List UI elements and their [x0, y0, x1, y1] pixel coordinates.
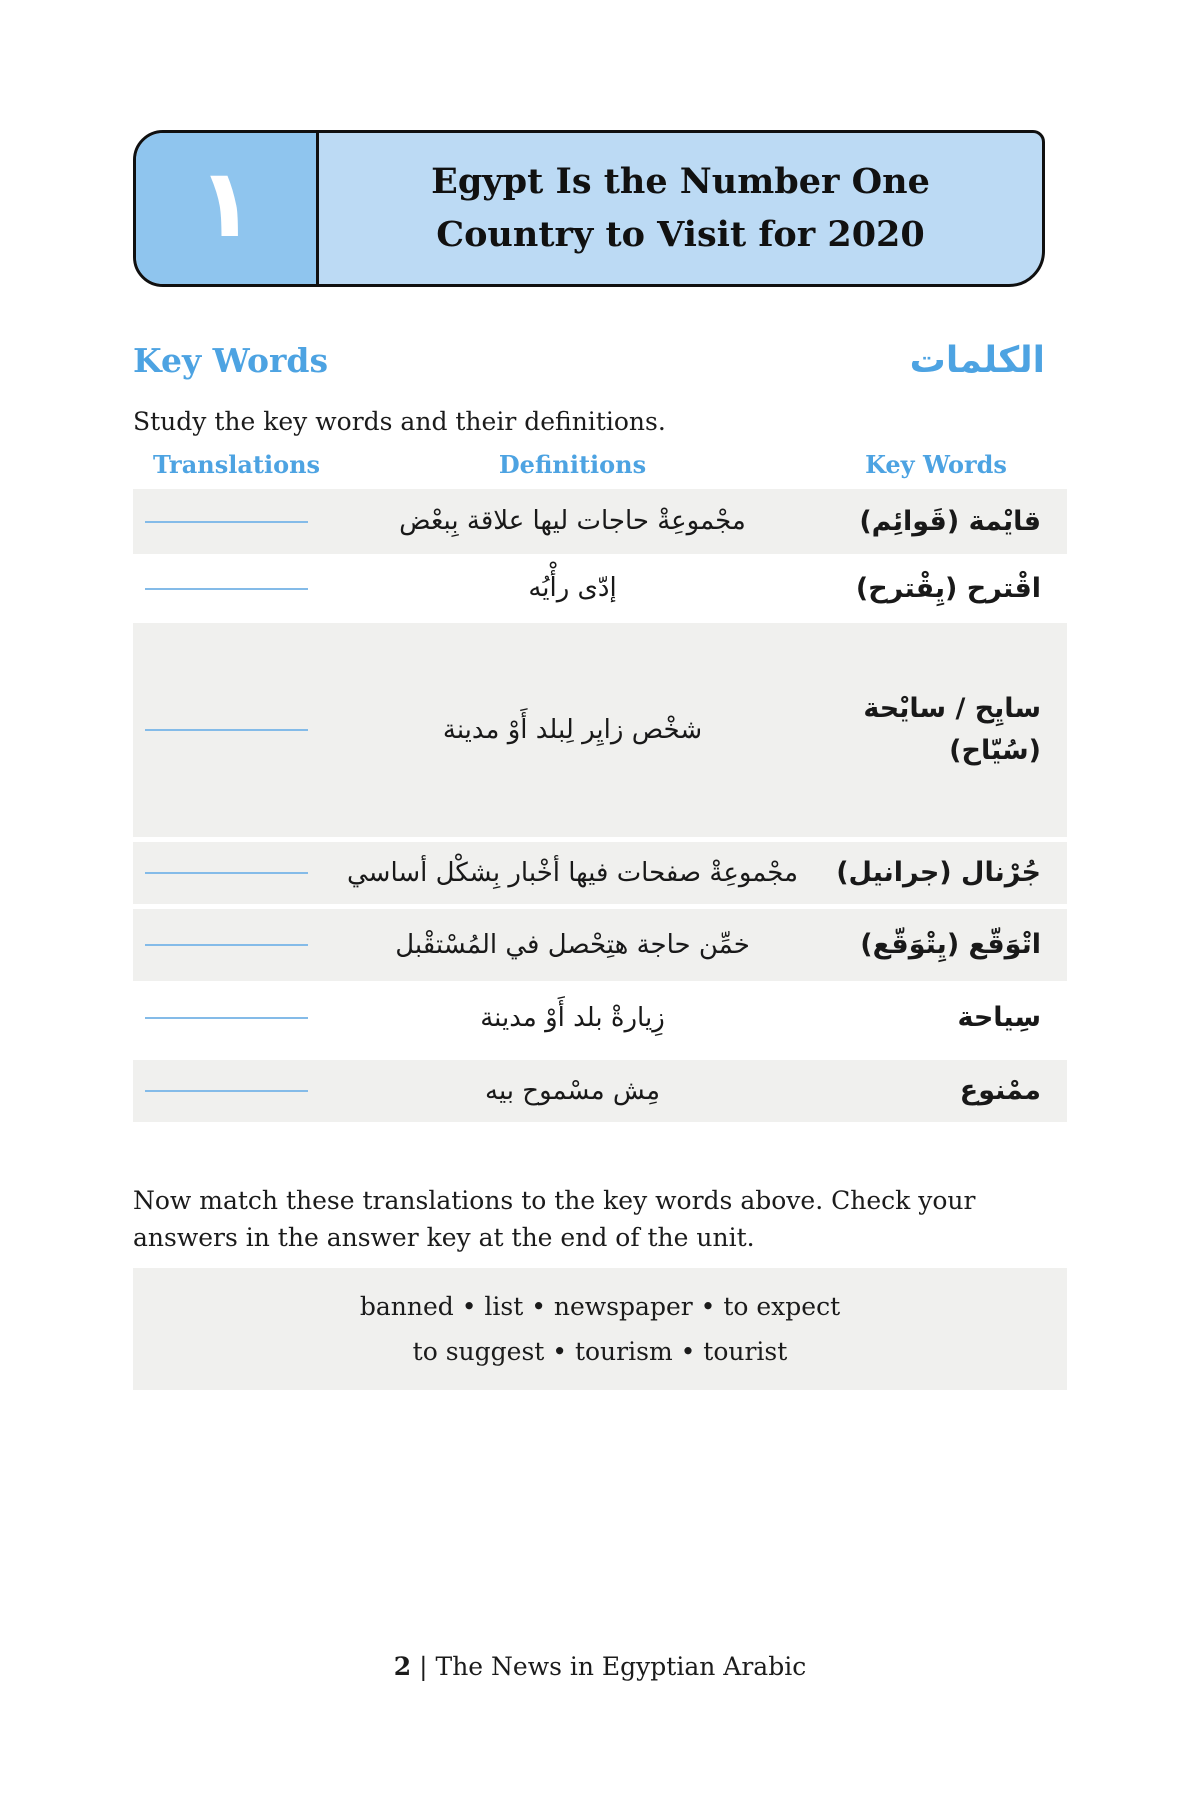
- keyword-text: اتْوَقّع (يِتْوَقّع): [860, 929, 1041, 961]
- definition-text: مجْموعِةْ حاجات ليها علاقة بِبعْض: [399, 506, 746, 537]
- intro-text: Study the key words and their definitions.: [133, 407, 666, 436]
- keyword-text: جُرْنال (جرانيل): [836, 857, 1041, 889]
- translation-cell: [133, 872, 340, 874]
- section-heading-arabic: الكلمات: [909, 340, 1045, 381]
- word-bank-line2: to suggest • tourism • tourist: [412, 1337, 788, 1366]
- definition-cell: [340, 568, 805, 608]
- translation-blank-line: [145, 944, 308, 946]
- keyword-text: سايِح / سايْحة: [863, 693, 1041, 725]
- translation-blank-line: [145, 1090, 308, 1092]
- translation-cell: [133, 944, 340, 946]
- translation-cell: [133, 521, 340, 523]
- definition-cell: [340, 853, 805, 893]
- header-translations: Translations: [152, 450, 321, 479]
- keyword-text: ممْنوع: [959, 1075, 1041, 1107]
- unit-number: ١: [197, 149, 255, 259]
- table-row: [133, 1060, 1067, 1122]
- definition-cell: [340, 710, 805, 750]
- unit-number-tab: [136, 133, 319, 284]
- keyword-text: سِياحة: [957, 1002, 1041, 1034]
- translation-blank-line: [145, 521, 308, 523]
- unit-title-line1: Egypt Is the Number One: [431, 161, 930, 202]
- keyword-cell: [805, 997, 1067, 1039]
- table-row: [133, 623, 1067, 837]
- match-instructions: Now match these translations to the key words above. Check your answers in the answer key at the end of the unit.: [133, 1186, 976, 1252]
- definition-text: خمِّن حاجة هتِحْصل في المُسْتقْبل: [395, 929, 750, 960]
- section-heading-english: Key Words: [133, 341, 329, 380]
- translation-blank-line: [145, 1017, 308, 1019]
- word-bank-box: [133, 1268, 1067, 1390]
- page-footer: [0, 1652, 1200, 1681]
- translation-cell: [133, 1090, 340, 1092]
- definition-cell: [340, 501, 805, 541]
- table-row: [133, 489, 1067, 554]
- definition-text: مجْموعِةْ صفحات فيها أخْبار بِشكْل أساسي: [346, 857, 799, 888]
- keyword-text-line2: (سُيّاح): [949, 735, 1041, 766]
- table-row: [133, 842, 1067, 904]
- definition-text: شخْص زايِر لِبلد أَوْ مدينة: [442, 714, 703, 745]
- table-row: [133, 986, 1067, 1050]
- translation-cell: [133, 1017, 340, 1019]
- table-header-row: [133, 450, 1067, 479]
- key-words-table: [133, 450, 1067, 1127]
- keyword-text: اقْترح (يِقْترح): [855, 572, 1041, 604]
- header-definitions: Definitions: [498, 450, 647, 479]
- page-number: 2: [393, 1652, 412, 1681]
- keyword-cell: [805, 501, 1067, 543]
- unit-title-line2: Country to Visit for 2020: [436, 213, 925, 255]
- translation-blank-line: [145, 872, 308, 874]
- definition-text: مِش مسْموح بيه: [485, 1075, 660, 1106]
- header-key-words: Key Words: [865, 450, 1007, 479]
- table-row: [133, 559, 1067, 618]
- word-bank-line1: banned • list • newspaper • to expect: [359, 1292, 841, 1321]
- translation-cell: [133, 588, 340, 590]
- definition-text: زِيارةْ بلد أَوْ مدينة: [480, 1002, 665, 1033]
- footer-separator: |: [419, 1652, 428, 1681]
- definition-cell: [340, 1071, 805, 1111]
- book-title: The News in Egyptian Arabic: [435, 1652, 807, 1681]
- definition-cell: [340, 925, 805, 965]
- keyword-cell: [805, 568, 1067, 610]
- translation-blank-line: [145, 588, 308, 590]
- definition-text: إدّى رأْيُه: [528, 573, 617, 604]
- unit-banner: [133, 130, 1045, 287]
- keyword-cell: [805, 924, 1067, 966]
- translation-blank-line: [145, 729, 308, 731]
- definition-cell: [340, 998, 805, 1038]
- table-row: [133, 909, 1067, 981]
- translation-cell: [133, 729, 340, 731]
- unit-title: [319, 133, 1042, 284]
- keyword-text: قايْمة (قَوائِم): [859, 505, 1041, 537]
- section-heading: [133, 340, 1045, 381]
- keyword-cell: [805, 852, 1067, 894]
- keyword-cell: [805, 1070, 1067, 1112]
- keyword-cell: [805, 688, 1067, 772]
